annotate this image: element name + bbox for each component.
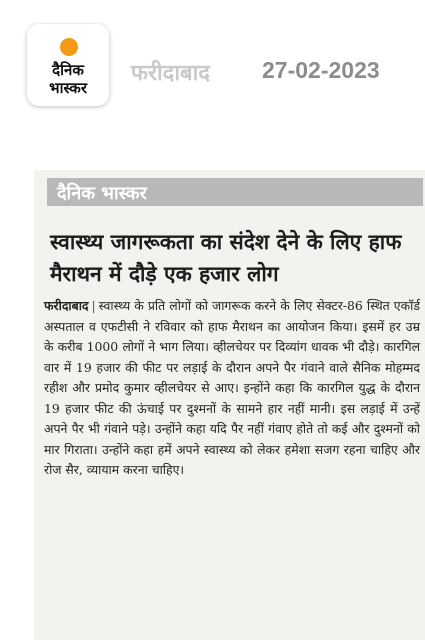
edition-city: फरीदाबाद [131, 61, 210, 86]
logo-word-1: दैनिक [52, 61, 84, 79]
logo-word-2: भास्कर [49, 79, 87, 97]
banner-text: दैनिक भास्कर [57, 183, 147, 204]
article-dateline: फरीदाबाद [44, 298, 89, 313]
article-headline: स्वास्थ्य जागरूकता का संदेश देने के लिए हाफ मैराथन में दौड़े एक हजार लोग [50, 229, 402, 286]
sun-icon [60, 38, 78, 56]
edition-date: 27-02-2023 [262, 57, 380, 83]
news-clipping [34, 170, 425, 640]
dateline-separator: | [91, 298, 96, 313]
article-body-text: स्वास्थ्य के प्रति लोगों को जागरूक करने के लिए सेक्टर-86 स्थित एकॉर्ड अस्पताल व एफटीसी ने रविवार को हाफ मैराथन का आयोजन किया। इसमें हर उम्र के करीब 1000 लोगों ने भाग लिया। व्हीलचेयर पर दिव्यांग धावक भी दौड़े। कारगिल वार में 19 हजार की फीट पर लड़ाई के दौरान अपने पैर गंवाने वाले सैनिक मोहम्मद रहीश और प्रमोद कुमार व्हीलचेयर से आए। इन्होंने कहा कि कारगिल युद्ध के दौरान 19 हजार फीट की ऊंचाई पर दुश्मनों के सामने हार नहीं मानी। इस लड़ाई में उन्हें अपने पैर भी गंवाने पड़े। उन्होंने कहा यदि पैर नहीं गंवाए होते तो कई और दुश्मनों को मार गिराता। उन्होंने कहा हमें अपने स्वास्थ्य को लेकर हमेशा सजग रहना चाहिए और रोज सैर, व्यायाम करना चाहिए। [44, 298, 420, 477]
clipping-banner [47, 178, 423, 206]
dainik-bhaskar-logo[interactable] [27, 24, 109, 106]
article-body [44, 296, 420, 481]
page-header [0, 0, 425, 150]
